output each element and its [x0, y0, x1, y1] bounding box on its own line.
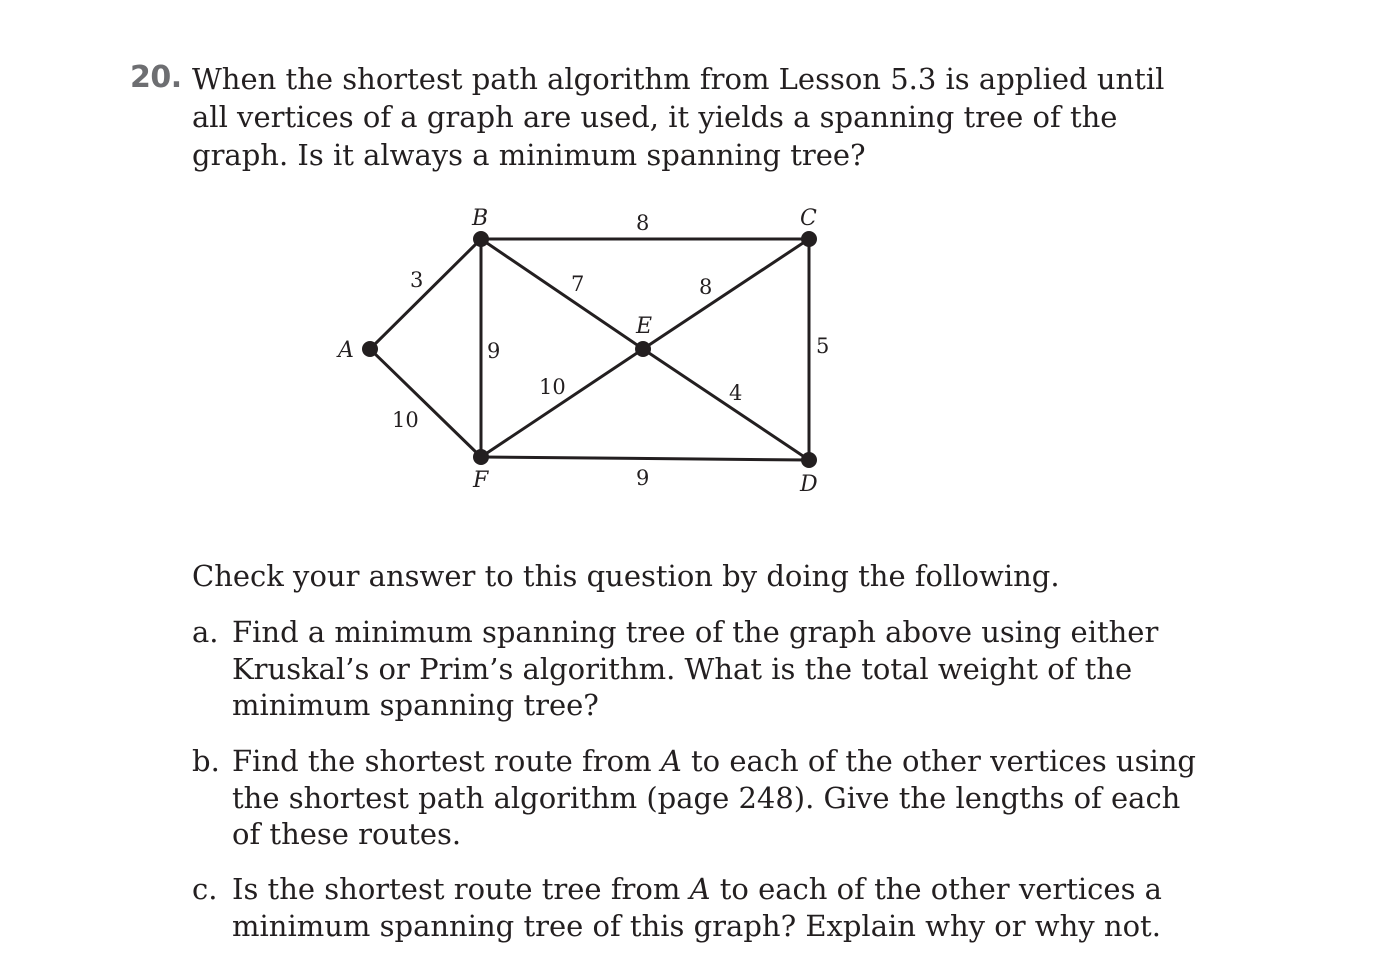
edge-e-c	[643, 239, 809, 349]
part-text	[232, 871, 1192, 944]
weight-label-c-d: 5	[816, 334, 830, 358]
edge-a-b	[370, 239, 481, 349]
weight-label-b-e: 7	[571, 272, 585, 296]
vertex-d	[801, 452, 817, 468]
part-line: minimum spanning tree of this graph? Explain why or why not.	[232, 908, 1161, 943]
part-letter: a.	[192, 615, 219, 649]
part-line: Find the shortest route from A to each of the other vertices using	[232, 744, 1196, 778]
weight-label-b-f: 9	[487, 339, 501, 363]
part-text	[232, 614, 1192, 724]
vertex-c	[801, 231, 817, 247]
question-line: graph. Is it always a minimum spanning tree?	[192, 138, 866, 172]
question-text	[192, 60, 1192, 174]
weight-label-a-f: 10	[392, 408, 419, 432]
edge-b-e	[481, 239, 643, 349]
vertex-a	[362, 341, 378, 357]
weight-label-e-f: 10	[539, 375, 566, 399]
vertex-e	[635, 341, 651, 357]
question-line: When the shortest path algorithm from Lesson 5.3 is applied until	[192, 62, 1165, 96]
edge-a-f	[370, 349, 481, 457]
part-text	[232, 743, 1196, 853]
edge-e-d	[643, 349, 809, 460]
weight-label-f-d: 9	[636, 466, 650, 490]
vertex-label-a: A	[338, 338, 354, 363]
weight-label-e-c: 8	[699, 275, 713, 299]
instructions-text: Check your answer to this question by doing the following.	[192, 559, 1060, 593]
part-letter: c.	[192, 872, 218, 906]
problem-number: 20.	[130, 60, 182, 95]
vertex-f	[473, 449, 489, 465]
part-letter: b.	[192, 744, 220, 778]
vertex-label-c: C	[800, 206, 817, 231]
edge-e-f	[481, 349, 643, 457]
vertex-b	[473, 231, 489, 247]
vertex-label-b: B	[472, 206, 489, 231]
edge-f-d	[481, 457, 809, 460]
part-line: Find a minimum spanning tree of the graph above using either	[232, 615, 1159, 649]
part-line: the shortest path algorithm (page 248). Give the lengths of each	[232, 780, 1181, 815]
part-line: of these routes.	[232, 817, 462, 851]
vertex-label-d: D	[800, 472, 818, 497]
vertex-label-f: F	[473, 468, 489, 493]
question-line: all vertices of a graph are used, it yields a spanning tree of the	[192, 100, 1118, 134]
part-line: Is the shortest route tree from A to each of the other vertices a	[232, 872, 1162, 906]
vertex-label-e: E	[636, 314, 653, 339]
part-line: minimum spanning tree?	[232, 688, 599, 722]
weight-label-b-c: 8	[636, 211, 650, 235]
part-line: Kruskal’s or Prim’s algorithm. What is the total weight of the	[232, 651, 1133, 686]
weight-label-e-d: 4	[729, 381, 743, 405]
weighted-graph-diagram	[320, 195, 850, 505]
weight-label-a-b: 3	[410, 268, 424, 292]
